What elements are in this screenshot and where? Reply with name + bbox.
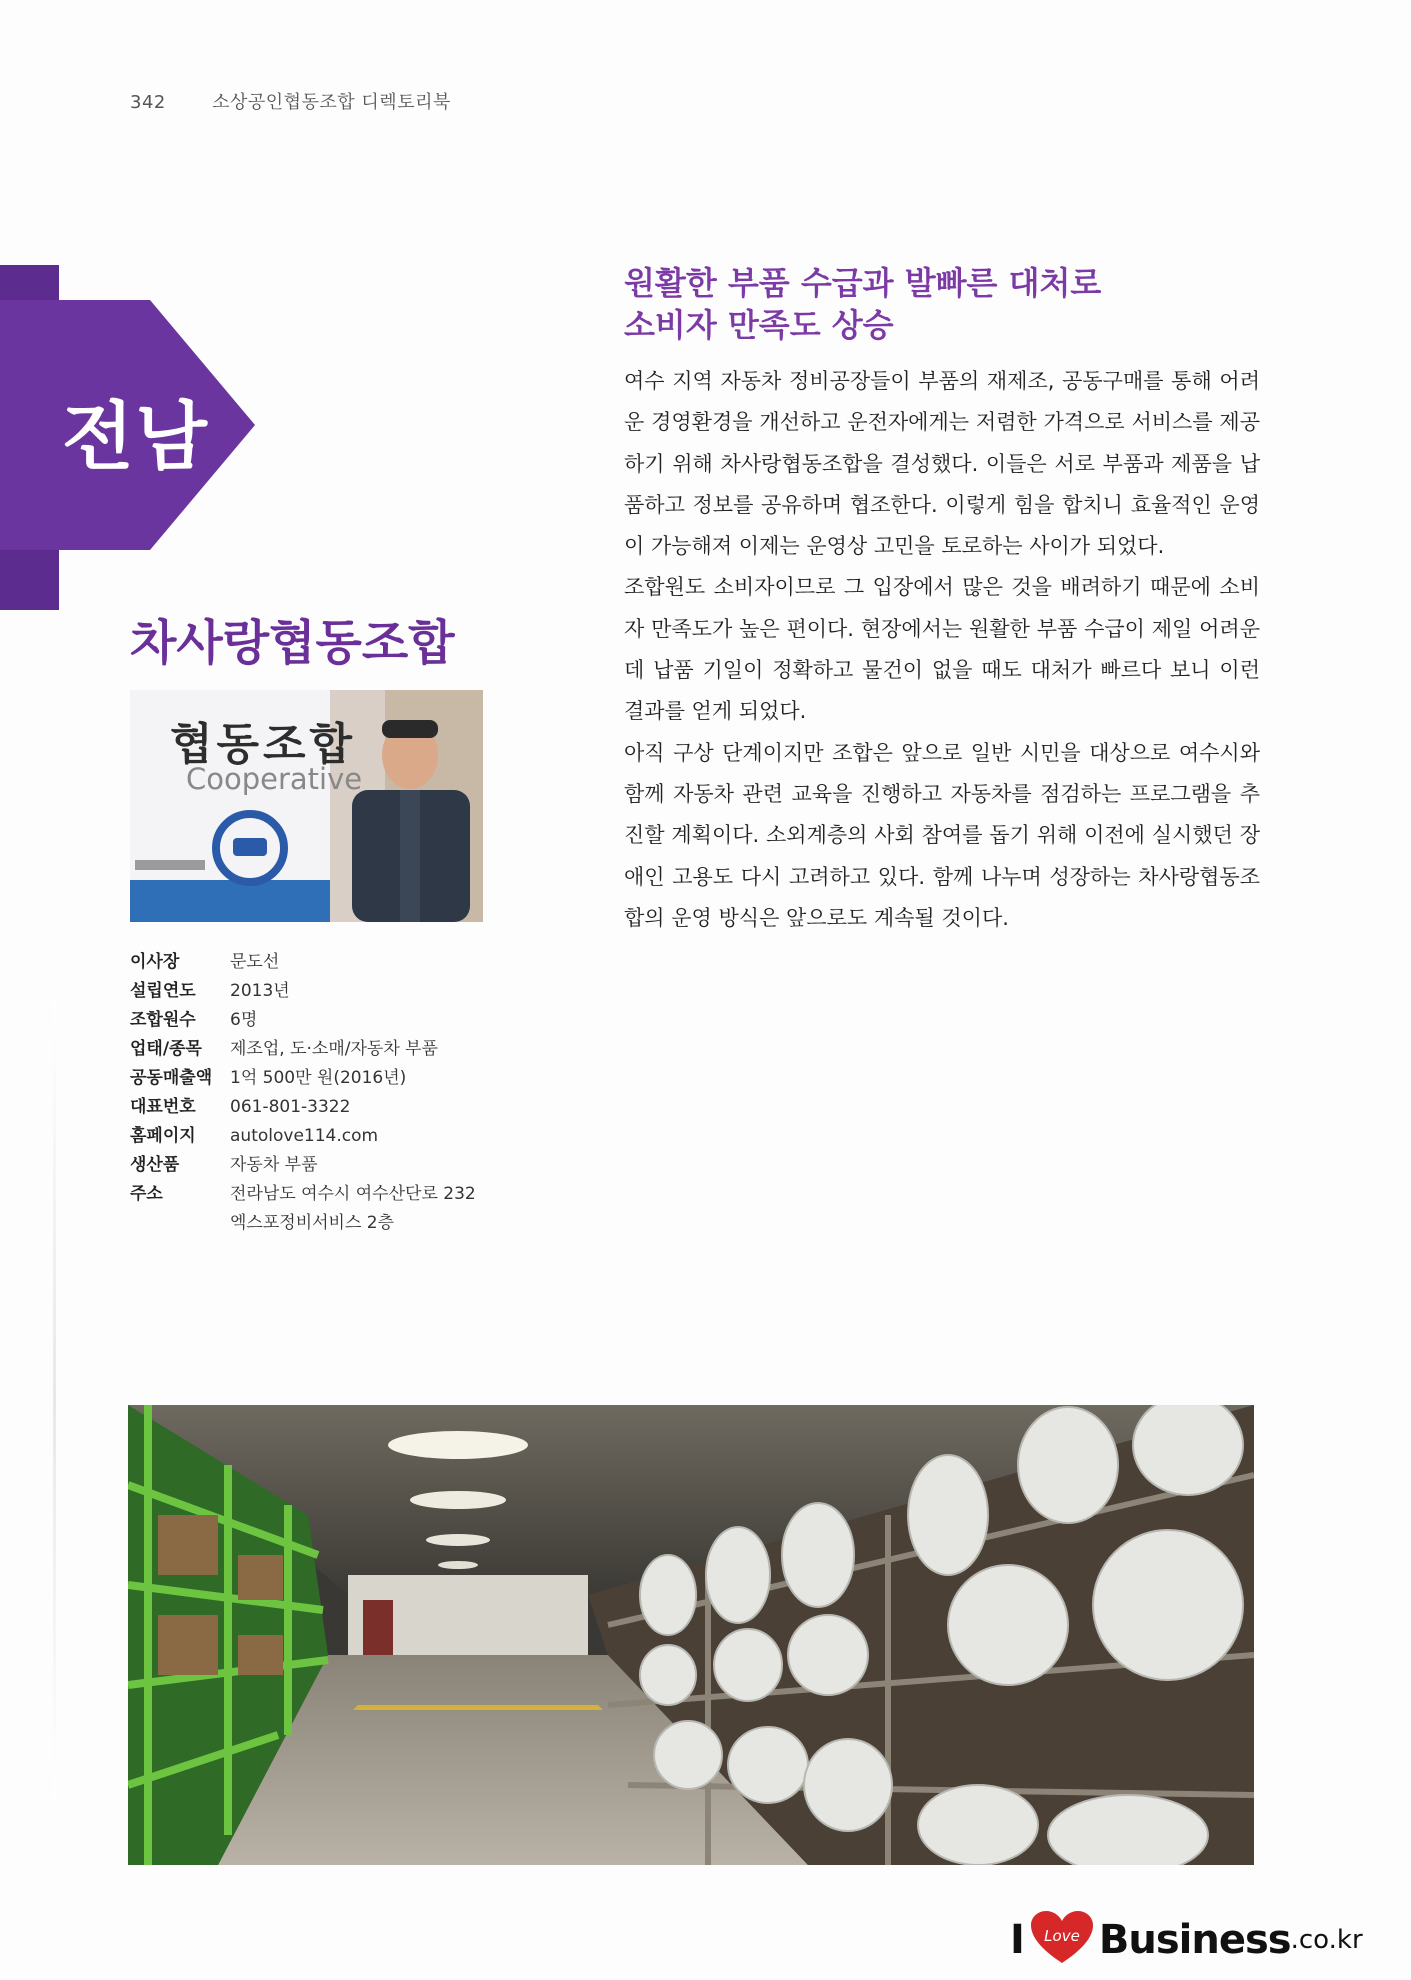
logo-i: I xyxy=(1010,1917,1025,1963)
info-row-founded xyxy=(130,977,476,1006)
info-value: 자동차 부품 xyxy=(230,1155,318,1175)
info-key: 생산품 xyxy=(130,1155,180,1175)
region-label: 전남 xyxy=(62,394,209,480)
sign-subtext: Cooperative xyxy=(186,762,363,796)
logo-business: Business xyxy=(1098,1917,1291,1963)
info-value: 전라남도 여수시 여수산단로 232 xyxy=(230,1184,476,1204)
info-key: 대표번호 xyxy=(130,1097,196,1117)
info-value: 제조업, 도·소매/자동차 부품 xyxy=(230,1039,438,1059)
cooperative-name: 차사랑협동조합 xyxy=(130,615,455,671)
heart-icon xyxy=(1031,1911,1093,1969)
info-key: 조합원수 xyxy=(130,1010,196,1030)
logo-domain: .co.kr xyxy=(1290,1925,1363,1955)
headline-line-1: 원활한 부품 수급과 발빠른 대처로 xyxy=(624,264,1102,302)
info-row-chairman xyxy=(130,948,476,977)
info-key xyxy=(130,1209,230,1238)
running-header xyxy=(130,88,491,114)
paragraph: 여수 지역 자동차 정비공장들이 부품의 재제조, 공동구매를 통해 어려운 경영환경을 개선하고 운전자에게는 저렴한 가격으로 서비스를 제공하기 위해 차사랑협동조합을 결성했다. 이들은 서로 부품과 제품을 납품하고 정보를 공유하며 협조한다. 이렇게 힘을 합치니 효율적인 운영이 가능해져 이제는 운영상 고민을 토로하는 사이가 되었다. xyxy=(624,369,1260,559)
info-value: 6명 xyxy=(230,1010,258,1030)
info-row-members xyxy=(130,1006,476,1035)
info-row-business-type xyxy=(130,1035,476,1064)
info-row-products xyxy=(130,1151,476,1180)
paragraph: 아직 구상 단계이지만 조합은 앞으로 일반 시민을 대상으로 여수시와 함께 자동차 관련 교육을 진행하고 자동차를 점검하는 프로그램을 추진할 계획이다. 소외계층의 사회 참여를 돕기 위해 이전에 실시했던 장애인 고용도 다시 고려하고 있다. 함께 나누며 성장하는 차사랑협동조합의 운영 방식은 앞으로도 계속될 것이다. xyxy=(624,740,1260,930)
portrait-photo xyxy=(130,690,483,922)
info-key: 업태/종목 xyxy=(130,1039,202,1059)
logo-love: Love xyxy=(1044,1927,1080,1945)
info-row-phone xyxy=(130,1093,476,1122)
info-value: 1억 500만 원(2016년) xyxy=(230,1068,407,1088)
info-key: 공동매출액 xyxy=(130,1068,213,1088)
article-body xyxy=(624,361,1260,939)
headline-line-2: 소비자 만족도 상승 xyxy=(624,306,894,344)
info-row-address xyxy=(130,1180,476,1209)
warehouse-photo xyxy=(128,1405,1254,1865)
info-value: 엑스포정비서비스 2층 xyxy=(230,1213,395,1233)
info-value: 061-801-3322 xyxy=(230,1097,351,1117)
page-gutter-shadow xyxy=(53,1000,56,1800)
info-key: 주소 xyxy=(130,1184,163,1204)
info-key: 홈페이지 xyxy=(130,1126,196,1146)
info-value: 2013년 xyxy=(230,981,290,1001)
book-title: 소상공인협동조합 디렉토리북 xyxy=(212,92,451,113)
info-row-homepage xyxy=(130,1122,476,1151)
info-key: 설립연도 xyxy=(130,981,196,1001)
article-headline xyxy=(624,262,1101,346)
page-number: 342 xyxy=(130,92,166,113)
site-logo xyxy=(1010,1915,1363,1965)
info-value: 문도선 xyxy=(230,952,280,972)
info-value: autolove114.com xyxy=(230,1126,379,1146)
info-key: 이사장 xyxy=(130,952,180,972)
info-row-revenue xyxy=(130,1064,476,1093)
sign-text: 협동조합 xyxy=(170,719,357,770)
info-row-address-2 xyxy=(130,1209,476,1238)
paragraph: 조합원도 소비자이므로 그 입장에서 많은 것을 배려하기 때문에 소비자 만족도가 높은 편이다. 현장에서는 원활한 부품 수급이 제일 어려운데 납품 기일이 정확하고 물건이 없을 때도 대처가 빠르다 보니 이런 결과를 얻게 되었다. xyxy=(624,575,1260,724)
info-table xyxy=(130,948,476,1238)
